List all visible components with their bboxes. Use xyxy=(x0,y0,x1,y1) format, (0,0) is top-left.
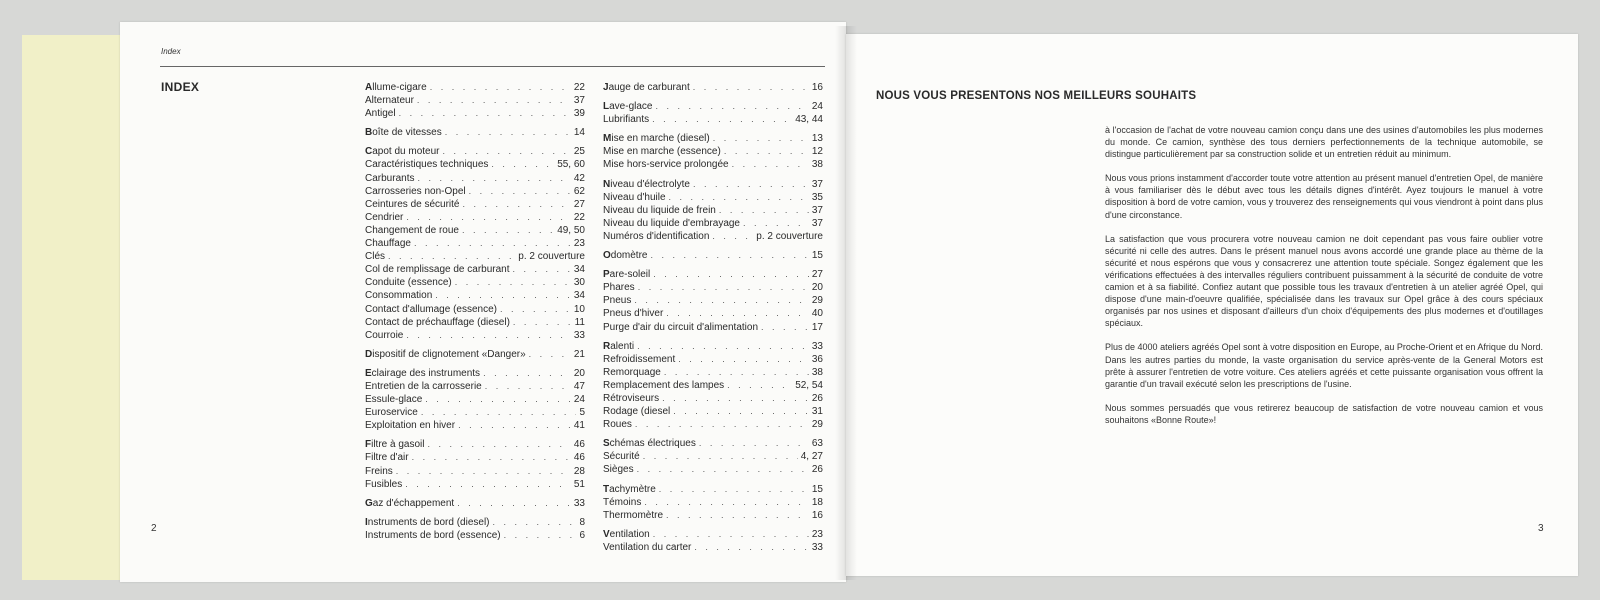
index-entry xyxy=(603,132,823,145)
dot-leader xyxy=(483,367,571,379)
index-entry-page: 31 xyxy=(811,406,823,418)
index-entry-page: 15 xyxy=(811,483,823,495)
index-entry xyxy=(603,281,823,294)
index-entry-label: Essule-glace xyxy=(365,394,423,406)
index-entry-page: 55, 60 xyxy=(557,159,585,171)
index-entry-label: Courroie xyxy=(365,329,404,341)
index-entry xyxy=(365,419,585,432)
index-entry xyxy=(365,126,585,139)
dot-leader xyxy=(662,392,809,404)
index-entry-label: Chauffage xyxy=(365,238,411,250)
index-entry-label: Tachymètre xyxy=(603,483,656,495)
index-entry-label: Carrosseries non-Opel xyxy=(365,185,466,197)
dot-leader xyxy=(712,230,753,242)
index-entry-label: Remorquage xyxy=(603,366,661,378)
index-entry-label: Jauge de carburant xyxy=(603,82,690,93)
dot-leader xyxy=(644,496,809,508)
index-entry xyxy=(365,516,585,529)
index-entry-label: Mise hors-service prolongée xyxy=(603,159,729,171)
index-entry-page: 12 xyxy=(811,146,823,158)
index-entry xyxy=(365,276,585,289)
index-entry-label: Instruments de bord (diesel) xyxy=(365,516,490,528)
index-entry-label: Niveau du liquide d'embrayage xyxy=(603,217,740,229)
index-entry-label: Niveau d'huile xyxy=(603,191,666,203)
index-entry-label: Contact d'allumage (essence) xyxy=(365,303,497,315)
index-entry-page: 46 xyxy=(573,439,585,451)
index-entry-page: 29 xyxy=(811,419,823,431)
index-entry-page: 33 xyxy=(811,541,823,553)
dot-leader xyxy=(652,113,792,125)
index-entry-label: Allume-cigare xyxy=(365,82,427,93)
index-entry-page: 4, 27 xyxy=(800,451,823,463)
index-entry-label: Filtre à gasoil xyxy=(365,439,425,451)
index-entry xyxy=(603,353,823,366)
index-entry xyxy=(365,172,585,185)
index-entry-page: 63 xyxy=(811,438,823,450)
dot-leader xyxy=(443,145,571,157)
index-entry-label: Lave-glace xyxy=(603,101,653,113)
dot-leader xyxy=(399,107,571,119)
index-entry-page: 33 xyxy=(573,329,585,341)
index-entry xyxy=(603,230,823,243)
index-entry xyxy=(365,451,585,464)
index-entry-page: 8 xyxy=(579,516,585,528)
index-entry xyxy=(365,158,585,171)
index-entry-page: 47 xyxy=(573,380,585,392)
intro-paragraph: Plus de 4000 ateliers agréés Opel sont à votre disposition en Europe, au Proche-Orient et en Afrique du Nord. Dans les autres parties du monde, la vaste organisation du service après-vente de la General Motors est prête à assurer l'entretien de votre voiture. Ces ateliers agréés et cette puissante organisation vous offrent la garantie d'un travail exécuté selon les prescriptions de l'usine. xyxy=(1105,342,1543,389)
index-entry-page: 15 xyxy=(811,250,823,262)
dot-leader xyxy=(462,224,554,236)
index-entry-page: p. 2 couverture xyxy=(518,251,585,263)
dot-leader xyxy=(634,294,809,306)
index-entry-label: Pare-soleil xyxy=(603,269,651,281)
index-entry-label: Freins xyxy=(365,465,393,477)
index-entry xyxy=(603,483,823,496)
index-entry-label: Pneus d'hiver xyxy=(603,308,664,320)
intro-paragraph: Nous vous prions instamment d'accorder toute votre attention au présent manuel d'entretien Opel, de manière à vous familiariser dès le début avec tous les détails dignes d'intérêt. Ayez toujours le manuel à votre disposition à bord de votre camion, vous y trouverez des renseignements qui vous viendront à point dans plus d'une circonstance. xyxy=(1105,173,1543,220)
dot-leader xyxy=(388,250,515,262)
index-entry xyxy=(603,294,823,307)
page-number-left: 2 xyxy=(151,523,157,534)
index-entry-page: 41 xyxy=(573,420,585,432)
index-entry xyxy=(365,497,585,510)
index-entry-page: 16 xyxy=(811,509,823,521)
index-entry xyxy=(603,249,823,262)
index-entry-page: 34 xyxy=(573,290,585,302)
dot-leader xyxy=(719,204,809,216)
index-entry-page: 28 xyxy=(573,465,585,477)
index-entry-label: Dispositif de clignotement «Danger» xyxy=(365,348,526,360)
index-entry xyxy=(365,185,585,198)
index-entry xyxy=(603,450,823,463)
index-entry-page: 38 xyxy=(811,159,823,171)
index-entry-page: 22 xyxy=(573,211,585,223)
index-entry-page: 49, 50 xyxy=(557,224,585,236)
index-entry-page: 46 xyxy=(573,452,585,464)
dot-leader xyxy=(694,541,808,553)
dot-leader xyxy=(455,276,571,288)
index-entry-page: 37 xyxy=(811,204,823,216)
index-entry xyxy=(603,392,823,405)
index-entry-label: Boîte de vitesses xyxy=(365,127,442,139)
index-entry xyxy=(603,268,823,281)
index-entry-page: 24 xyxy=(811,101,823,113)
index-entry xyxy=(603,81,823,94)
index-entry-label: Cendrier xyxy=(365,211,404,223)
dot-leader xyxy=(699,437,809,449)
dot-leader xyxy=(678,353,809,365)
index-entry-page: 62 xyxy=(573,185,585,197)
index-entry-page: 37 xyxy=(573,95,585,107)
index-entry xyxy=(603,437,823,450)
index-entry-page: 23 xyxy=(811,528,823,540)
index-entry-page: 38 xyxy=(811,366,823,378)
index-entry-page: 36 xyxy=(811,353,823,365)
index-entry-page: 40 xyxy=(811,308,823,320)
dot-leader xyxy=(493,516,577,528)
index-entry xyxy=(365,316,585,329)
index-entry-label: Antigel xyxy=(365,108,396,120)
index-entry-page: 29 xyxy=(811,295,823,307)
index-entry-page: 6 xyxy=(579,529,585,541)
index-entry xyxy=(603,418,823,431)
index-entry xyxy=(603,463,823,476)
index-entry-label: Euroservice xyxy=(365,407,418,419)
dot-leader xyxy=(650,249,808,261)
dot-leader xyxy=(529,348,571,360)
dot-leader xyxy=(724,145,809,157)
index-entry-label: Gaz d'échappement xyxy=(365,497,455,509)
index-entry-label: Phares xyxy=(603,282,635,294)
index-entry-label: Instruments de bord (essence) xyxy=(365,529,501,541)
index-entry-label: Changement de roue xyxy=(365,224,459,236)
index-entry-page: 20 xyxy=(573,367,585,379)
index-entry-page: 34 xyxy=(573,264,585,276)
index-entry-label: Exploitation en hiver xyxy=(365,420,456,432)
dot-leader xyxy=(637,463,809,475)
index-entry xyxy=(603,145,823,158)
dot-leader xyxy=(485,380,571,392)
dot-leader xyxy=(638,281,809,293)
index-entry xyxy=(365,289,585,302)
index-entry-label: Alternateur xyxy=(365,95,414,107)
index-entry xyxy=(603,113,823,126)
index-entry xyxy=(365,465,585,478)
index-entry-label: Témoins xyxy=(603,496,642,508)
dot-leader xyxy=(414,237,571,249)
dot-leader xyxy=(713,132,809,144)
dot-leader xyxy=(445,126,571,138)
index-column-2 xyxy=(603,81,823,554)
index-entry xyxy=(365,406,585,419)
index-entry xyxy=(365,224,585,237)
dot-leader xyxy=(500,303,571,315)
index-entry xyxy=(603,405,823,418)
index-column-1 xyxy=(365,81,585,542)
index-entry-label: Pneus xyxy=(603,295,632,307)
dot-leader xyxy=(643,450,798,462)
index-entry xyxy=(365,529,585,542)
index-entry-page: 27 xyxy=(811,269,823,281)
dot-leader xyxy=(457,497,571,509)
index-entry-label: Col de remplissage de carburant xyxy=(365,264,510,276)
dot-leader xyxy=(405,478,571,490)
index-entry xyxy=(365,380,585,393)
index-entry-page: 26 xyxy=(811,464,823,476)
index-entry-page: 22 xyxy=(573,82,585,93)
intro-paragraph: à l'occasion de l'achat de votre nouveau camion conçu dans une des usines d'automobiles les plus modernes du monde. Ce camion, synthèse des tous derniers perfectionnements de la technique automobile, se distingue particulièrement par sa construction solide et un entretien réduit au minimum. xyxy=(1105,125,1543,160)
index-entry-label: Refroidissement xyxy=(603,353,676,365)
dot-leader xyxy=(727,379,792,391)
index-entry xyxy=(603,100,823,113)
index-entry-label: Entretien de la carrosserie xyxy=(365,380,482,392)
dot-leader xyxy=(761,321,809,333)
index-entry xyxy=(365,237,585,250)
index-entry-label: Purge d'air du circuit d'alimentation xyxy=(603,321,759,333)
page-number-right: 3 xyxy=(1538,523,1544,534)
index-entry-label: Roues xyxy=(603,419,632,431)
dot-leader xyxy=(406,211,571,223)
index-entry-label: Numéros d'identification xyxy=(603,230,710,242)
dot-leader xyxy=(417,172,570,184)
greeting-title: NOUS VOUS PRESENTONS NOS MEILLEURS SOUHAITS xyxy=(876,90,1197,102)
index-entry-page: 33 xyxy=(811,340,823,352)
index-entry xyxy=(365,81,585,94)
index-entry xyxy=(603,366,823,379)
index-entry-label: Fusibles xyxy=(365,478,403,490)
index-entry-page: 17 xyxy=(811,321,823,333)
index-entry-label: Odomètre xyxy=(603,250,648,262)
dot-leader xyxy=(491,158,554,170)
index-entry-page: 37 xyxy=(811,178,823,190)
dot-leader xyxy=(666,307,809,319)
index-entry xyxy=(365,211,585,224)
index-entry-label: Rétroviseurs xyxy=(603,392,660,404)
dot-leader xyxy=(655,100,808,112)
dot-leader xyxy=(666,509,809,521)
index-entry-page: 14 xyxy=(573,127,585,139)
book-gutter xyxy=(835,26,857,580)
index-entry-page: p. 2 couverture xyxy=(756,230,823,242)
index-entry-label: Schémas électriques xyxy=(603,438,696,450)
index-entry xyxy=(365,367,585,380)
intro-text xyxy=(1105,124,1543,438)
index-entry-page: 25 xyxy=(573,146,585,158)
dot-leader xyxy=(469,185,571,197)
index-entry xyxy=(365,94,585,107)
index-entry-label: Ceintures de sécurité xyxy=(365,198,460,210)
index-entry-page: 26 xyxy=(811,392,823,404)
index-entry xyxy=(365,303,585,316)
index-entry xyxy=(603,528,823,541)
index-entry-label: Carburants xyxy=(365,172,415,184)
index-entry-page: 18 xyxy=(811,496,823,508)
index-entry xyxy=(365,198,585,211)
index-entry xyxy=(603,541,823,554)
index-entry-page: 39 xyxy=(573,108,585,120)
dot-leader xyxy=(669,191,809,203)
index-entry-page: 11 xyxy=(574,316,585,328)
index-entry xyxy=(365,107,585,120)
index-entry xyxy=(603,204,823,217)
index-entry-page: 43, 44 xyxy=(795,114,823,126)
index-entry-label: Contact de préchauffage (diesel) xyxy=(365,316,510,328)
index-entry-page: 30 xyxy=(573,277,585,289)
index-entry xyxy=(603,158,823,171)
index-entry-page: 52, 54 xyxy=(795,379,823,391)
dot-leader xyxy=(743,217,809,229)
index-entry-page: 27 xyxy=(573,198,585,210)
index-entry-label: Ventilation xyxy=(603,528,650,540)
index-entry-page: 35 xyxy=(811,191,823,203)
dot-leader xyxy=(504,529,577,541)
dot-leader xyxy=(664,366,809,378)
index-entry-page: 10 xyxy=(573,303,585,315)
index-entry xyxy=(603,321,823,334)
index-entry-label: Lubrifiants xyxy=(603,114,650,126)
dot-leader xyxy=(693,81,809,93)
index-entry-page: 21 xyxy=(573,348,585,360)
index-entry-label: Sécurité xyxy=(603,451,640,463)
index-entry xyxy=(603,217,823,230)
intro-paragraph: La satisfaction que vous procurera votre nouveau camion ne doit cependant pas vous faire oublier votre sécurité ni celle des autres. Dans le présent manuel nous avons accordé une grande place au thème de la sécurité et nous espérons que vous y consacrerez une attention toute spéciale. Songez également que les vérifications effectuées à des intervalles réguliers contribuent puissamment à la sécurité de conduite de votre camion et à sa fiabilité. Confiez autant que possible tous les travaux d'entretien à un atelier agréé Opel, qui dispose d'une main-d'oeuvre qualifiée, spécialisée dans les travaux sur Opel grâce à des cours spéciaux organisés par nos usines et disposant d'ailleurs d'un choix d'équipements des plus modernes et d'outillages spéciaux. xyxy=(1105,233,1543,329)
index-entry-label: Conduite (essence) xyxy=(365,277,452,289)
index-entry-label: Consommation xyxy=(365,290,433,302)
index-entry xyxy=(603,496,823,509)
index-entry-page: 13 xyxy=(811,133,823,145)
index-entry-page: 16 xyxy=(811,82,823,93)
index-entry-label: Mise en marche (essence) xyxy=(603,146,721,158)
dot-leader xyxy=(635,418,809,430)
dot-leader xyxy=(637,340,809,352)
index-entry xyxy=(603,178,823,191)
dot-leader xyxy=(430,81,571,93)
dot-leader xyxy=(653,268,809,280)
index-entry-label: Capot du moteur xyxy=(365,146,440,158)
index-entry-page: 20 xyxy=(811,282,823,294)
index-title: INDEX xyxy=(161,80,200,94)
index-entry xyxy=(365,329,585,342)
index-entry-label: Thermomètre xyxy=(603,509,664,521)
dot-leader xyxy=(421,406,577,418)
index-entry-page: 37 xyxy=(811,217,823,229)
dot-leader xyxy=(458,419,571,431)
dot-leader xyxy=(693,178,809,190)
index-entry-label: Remplacement des lampes xyxy=(603,379,725,391)
intro-paragraph: Nous sommes persuadés que vous retirerez beaucoup de satisfaction de votre nouveau camion et vous souhaitons «Bonne Route»! xyxy=(1105,402,1543,425)
index-entry xyxy=(603,191,823,204)
index-entry-page: 33 xyxy=(573,497,585,509)
dot-leader xyxy=(406,329,571,341)
dot-leader xyxy=(417,94,571,106)
index-entry-label: Niveau du liquide de frein xyxy=(603,204,716,216)
index-entry-label: Sièges xyxy=(603,464,634,476)
index-entry xyxy=(365,145,585,158)
index-entry xyxy=(603,340,823,353)
index-entry-label: Eclairage des instruments xyxy=(365,367,481,379)
dot-leader xyxy=(653,528,809,540)
dot-leader xyxy=(673,405,809,417)
index-entry-label: Caractéristiques techniques xyxy=(365,159,489,171)
dot-leader xyxy=(425,393,571,405)
index-entry-page: 5 xyxy=(579,407,585,419)
index-entry-label: Rodage (diesel xyxy=(603,406,671,418)
index-entry-label: Clés xyxy=(365,251,386,263)
dot-leader xyxy=(396,465,571,477)
index-entry xyxy=(365,263,585,276)
dot-leader xyxy=(427,438,570,450)
running-header: Index xyxy=(161,47,181,56)
dot-leader xyxy=(412,451,571,463)
index-entry xyxy=(365,348,585,361)
dot-leader xyxy=(513,316,572,328)
index-entry-label: Filtre d'air xyxy=(365,452,409,464)
index-entry xyxy=(365,393,585,406)
index-entry xyxy=(365,478,585,491)
index-entry-page: 24 xyxy=(573,394,585,406)
dot-leader xyxy=(732,158,809,170)
index-entry-label: Ralenti xyxy=(603,340,635,352)
index-entry xyxy=(603,509,823,522)
index-entry xyxy=(603,379,823,392)
dot-leader xyxy=(435,289,571,301)
index-entry xyxy=(365,250,585,263)
index-entry xyxy=(603,307,823,320)
index-entry-label: Mise en marche (diesel) xyxy=(603,133,710,145)
index-entry-label: Niveau d'électrolyte xyxy=(603,178,690,190)
index-entry-label: Ventilation du carter xyxy=(603,541,692,553)
dot-leader xyxy=(513,263,571,275)
header-rule xyxy=(160,66,825,67)
dot-leader xyxy=(659,483,809,495)
index-entry xyxy=(365,438,585,451)
index-entry-page: 42 xyxy=(573,172,585,184)
index-entry-page: 51 xyxy=(573,478,585,490)
dot-leader xyxy=(463,198,571,210)
index-entry-page: 23 xyxy=(573,238,585,250)
